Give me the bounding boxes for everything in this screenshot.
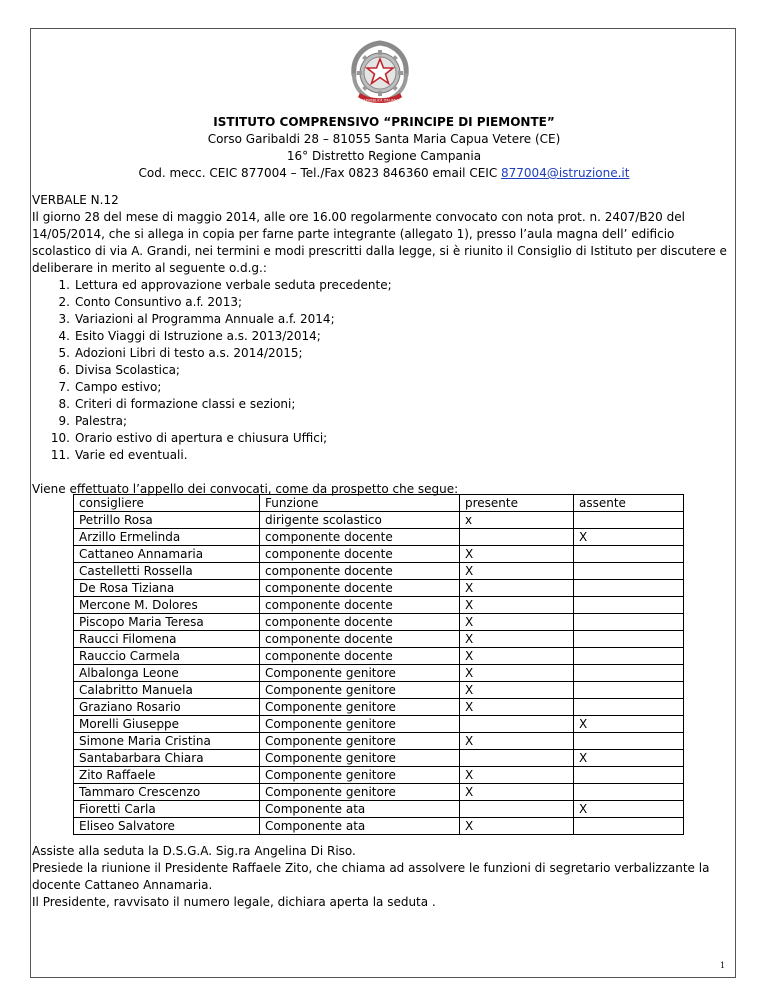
absent-cell: X xyxy=(574,801,684,818)
table-row xyxy=(74,801,684,818)
member-name-cell: Mercone M. Dolores xyxy=(74,597,260,614)
agenda-item-number: 5. xyxy=(58,346,70,360)
minutes-intro: Il giorno 28 del mese di maggio 2014, alle ore 16.00 regolarmente convocato con nota prot. n. 2407/B20 del 14/05/2014, che si allega in copia per farne parte integrante (allegato 1), presso l’aula magna dell’ edificio scolastico di via A. Grandi, nei termini e modi prescritti dalla legge, si è riunito il Consiglio di Istituto per discutere e deliberare in merito al seguente o.d.g.: xyxy=(32,210,727,275)
absent-cell xyxy=(574,597,684,614)
member-name-cell: Piscopo Maria Teresa xyxy=(74,614,260,631)
page-number: 1 xyxy=(720,961,726,970)
institute-name: ISTITUTO COMPRENSIVO “PRINCIPE DI PIEMONTE” xyxy=(213,115,555,129)
agenda-list xyxy=(32,277,732,464)
table-row xyxy=(74,750,684,767)
table-row xyxy=(74,563,684,580)
member-name-cell: Raucci Filomena xyxy=(74,631,260,648)
absent-cell xyxy=(574,631,684,648)
present-cell: x xyxy=(460,512,574,529)
present-cell xyxy=(460,750,574,767)
present-cell: X xyxy=(460,597,574,614)
present-cell: X xyxy=(460,665,574,682)
agenda-item-text: Palestra; xyxy=(75,414,128,428)
function-cell: Componente ata xyxy=(260,801,460,818)
member-name-cell: Castelletti Rossella xyxy=(74,563,260,580)
agenda-item xyxy=(32,379,732,396)
agenda-item xyxy=(32,345,732,362)
table-row xyxy=(74,529,684,546)
present-cell xyxy=(460,529,574,546)
agenda-item xyxy=(32,447,732,464)
minutes-title: VERBALE N.12 xyxy=(32,193,119,207)
president-line: Presiede la riunione il Presidente Raffaele Zito, che chiama ad assolvere le funzioni di segretario verbalizzante la docente Cattaneo Annamaria. xyxy=(32,861,710,892)
function-cell: Componente ata xyxy=(260,818,460,835)
agenda-item xyxy=(32,328,732,345)
table-row xyxy=(74,546,684,563)
function-cell: Componente genitore xyxy=(260,750,460,767)
minutes-body xyxy=(32,192,732,498)
member-name-cell: Graziano Rosario xyxy=(74,699,260,716)
absent-cell xyxy=(574,648,684,665)
italian-republic-emblem xyxy=(340,35,420,110)
table-row xyxy=(74,818,684,835)
present-cell: X xyxy=(460,614,574,631)
table-row xyxy=(74,716,684,733)
agenda-item xyxy=(32,430,732,447)
function-cell: dirigente scolastico xyxy=(260,512,460,529)
agenda-item-number: 3. xyxy=(58,312,70,326)
table-row xyxy=(74,767,684,784)
absent-cell xyxy=(574,733,684,750)
agenda-item-number: 11. xyxy=(50,448,70,462)
dsga-line: Assiste alla seduta la D.S.G.A. Sig.ra Angelina Di Riso. xyxy=(32,844,356,858)
table-row xyxy=(74,512,684,529)
member-name-cell: Zito Raffaele xyxy=(74,767,260,784)
present-cell: X xyxy=(460,648,574,665)
agenda-item-number: 4. xyxy=(58,329,70,343)
function-cell: componente docente xyxy=(260,529,460,546)
table-header-row xyxy=(74,495,684,512)
absent-cell: X xyxy=(574,750,684,767)
institute-district: 16° Distretto Regione Campania xyxy=(286,149,482,163)
agenda-item xyxy=(32,311,732,328)
table-row xyxy=(74,648,684,665)
table-row xyxy=(74,580,684,597)
member-name-cell: Petrillo Rosa xyxy=(74,512,260,529)
absent-cell xyxy=(574,580,684,597)
absent-cell xyxy=(574,784,684,801)
agenda-item-text: Conto Consuntivo a.f. 2013; xyxy=(75,295,243,309)
member-name-cell: Calabritto Manuela xyxy=(74,682,260,699)
table-row xyxy=(74,597,684,614)
column-header: consigliere xyxy=(74,495,260,512)
contacts-text: Cod. mecc. CEIC 877004 – Tel./Fax 0823 846360 email CEIC xyxy=(138,166,502,180)
present-cell: X xyxy=(460,699,574,716)
agenda-item xyxy=(32,277,732,294)
member-name-cell: De Rosa Tiziana xyxy=(74,580,260,597)
absent-cell xyxy=(574,818,684,835)
present-cell: X xyxy=(460,818,574,835)
absent-cell xyxy=(574,767,684,784)
agenda-item-text: Campo estivo; xyxy=(75,380,162,394)
absent-cell xyxy=(574,699,684,716)
function-cell: componente docente xyxy=(260,648,460,665)
agenda-item-number: 10. xyxy=(50,431,70,445)
quorum-line: Il Presidente, ravvisato il numero legale, dichiara aperta la seduta . xyxy=(32,895,436,909)
emblem-ribbon-text: REPUBBLICA ITALIANA xyxy=(361,98,399,103)
function-cell: componente docente xyxy=(260,546,460,563)
table-row xyxy=(74,631,684,648)
present-cell xyxy=(460,801,574,818)
member-name-cell: Cattaneo Annamaria xyxy=(74,546,260,563)
present-cell: X xyxy=(460,631,574,648)
function-cell: Componente genitore xyxy=(260,716,460,733)
function-cell: componente docente xyxy=(260,631,460,648)
present-cell: X xyxy=(460,682,574,699)
agenda-item-number: 2. xyxy=(58,295,70,309)
absent-cell xyxy=(574,546,684,563)
present-cell xyxy=(460,716,574,733)
closing-notes xyxy=(32,843,742,911)
agenda-item-text: Adozioni Libri di testo a.s. 2014/2015; xyxy=(75,346,303,360)
agenda-item-number: 1. xyxy=(58,278,70,292)
agenda-item-number: 6. xyxy=(58,363,70,377)
member-name-cell: Eliseo Salvatore xyxy=(74,818,260,835)
member-name-cell: Tammaro Crescenzo xyxy=(74,784,260,801)
agenda-item-text: Criteri di formazione classi e sezioni; xyxy=(75,397,296,411)
function-cell: componente docente xyxy=(260,580,460,597)
function-cell: Componente genitore xyxy=(260,682,460,699)
table-row xyxy=(74,699,684,716)
member-name-cell: Santabarbara Chiara xyxy=(74,750,260,767)
agenda-item-text: Esito Viaggi di Istruzione a.s. 2013/2014; xyxy=(75,329,321,343)
table-row xyxy=(74,784,684,801)
email-link[interactable]: 877004@istruzione.it xyxy=(501,166,630,180)
table-row xyxy=(74,733,684,750)
column-header: presente xyxy=(460,495,574,512)
present-cell: X xyxy=(460,546,574,563)
function-cell: Componente genitore xyxy=(260,699,460,716)
agenda-item-text: Varie ed eventuali. xyxy=(75,448,188,462)
roll-call-text: Viene effettuato l’appello dei convocati, come da prospetto che segue: xyxy=(32,482,459,496)
function-cell: Componente genitore xyxy=(260,733,460,750)
function-cell: Componente genitore xyxy=(260,665,460,682)
absent-cell xyxy=(574,665,684,682)
member-name-cell: Morelli Giuseppe xyxy=(74,716,260,733)
member-name-cell: Arzillo Ermelinda xyxy=(74,529,260,546)
present-cell: X xyxy=(460,733,574,750)
agenda-item-text: Variazioni al Programma Annuale a.f. 2014; xyxy=(75,312,335,326)
column-header: Funzione xyxy=(260,495,460,512)
table-row xyxy=(74,682,684,699)
function-cell: Componente genitore xyxy=(260,767,460,784)
absent-cell xyxy=(574,512,684,529)
agenda-item-text: Lettura ed approvazione verbale seduta precedente; xyxy=(75,278,392,292)
agenda-item xyxy=(32,294,732,311)
table-row xyxy=(74,614,684,631)
agenda-item-number: 7. xyxy=(58,380,70,394)
agenda-item xyxy=(32,362,732,379)
present-cell: X xyxy=(460,580,574,597)
agenda-item xyxy=(32,396,732,413)
absent-cell xyxy=(574,563,684,580)
attendance-table xyxy=(73,494,684,835)
function-cell: componente docente xyxy=(260,563,460,580)
present-cell: X xyxy=(460,563,574,580)
function-cell: Componente genitore xyxy=(260,784,460,801)
absent-cell: X xyxy=(574,529,684,546)
table-row xyxy=(74,665,684,682)
member-name-cell: Simone Maria Cristina xyxy=(74,733,260,750)
institute-address: Corso Garibaldi 28 – 81055 Santa Maria Capua Vetere (CE) xyxy=(207,132,561,146)
document-header xyxy=(40,114,728,182)
agenda-item-number: 8. xyxy=(58,397,70,411)
absent-cell xyxy=(574,682,684,699)
member-name-cell: Rauccio Carmela xyxy=(74,648,260,665)
absent-cell xyxy=(574,614,684,631)
agenda-item-text: Divisa Scolastica; xyxy=(75,363,180,377)
function-cell: componente docente xyxy=(260,614,460,631)
absent-cell: X xyxy=(574,716,684,733)
institute-contacts xyxy=(40,165,728,182)
member-name-cell: Fioretti Carla xyxy=(74,801,260,818)
agenda-item-number: 9. xyxy=(58,414,70,428)
column-header: assente xyxy=(574,495,684,512)
present-cell: X xyxy=(460,784,574,801)
agenda-item xyxy=(32,413,732,430)
function-cell: componente docente xyxy=(260,597,460,614)
present-cell: X xyxy=(460,767,574,784)
agenda-item-text: Orario estivo di apertura e chiusura Uffici; xyxy=(75,431,328,445)
member-name-cell: Albalonga Leone xyxy=(74,665,260,682)
